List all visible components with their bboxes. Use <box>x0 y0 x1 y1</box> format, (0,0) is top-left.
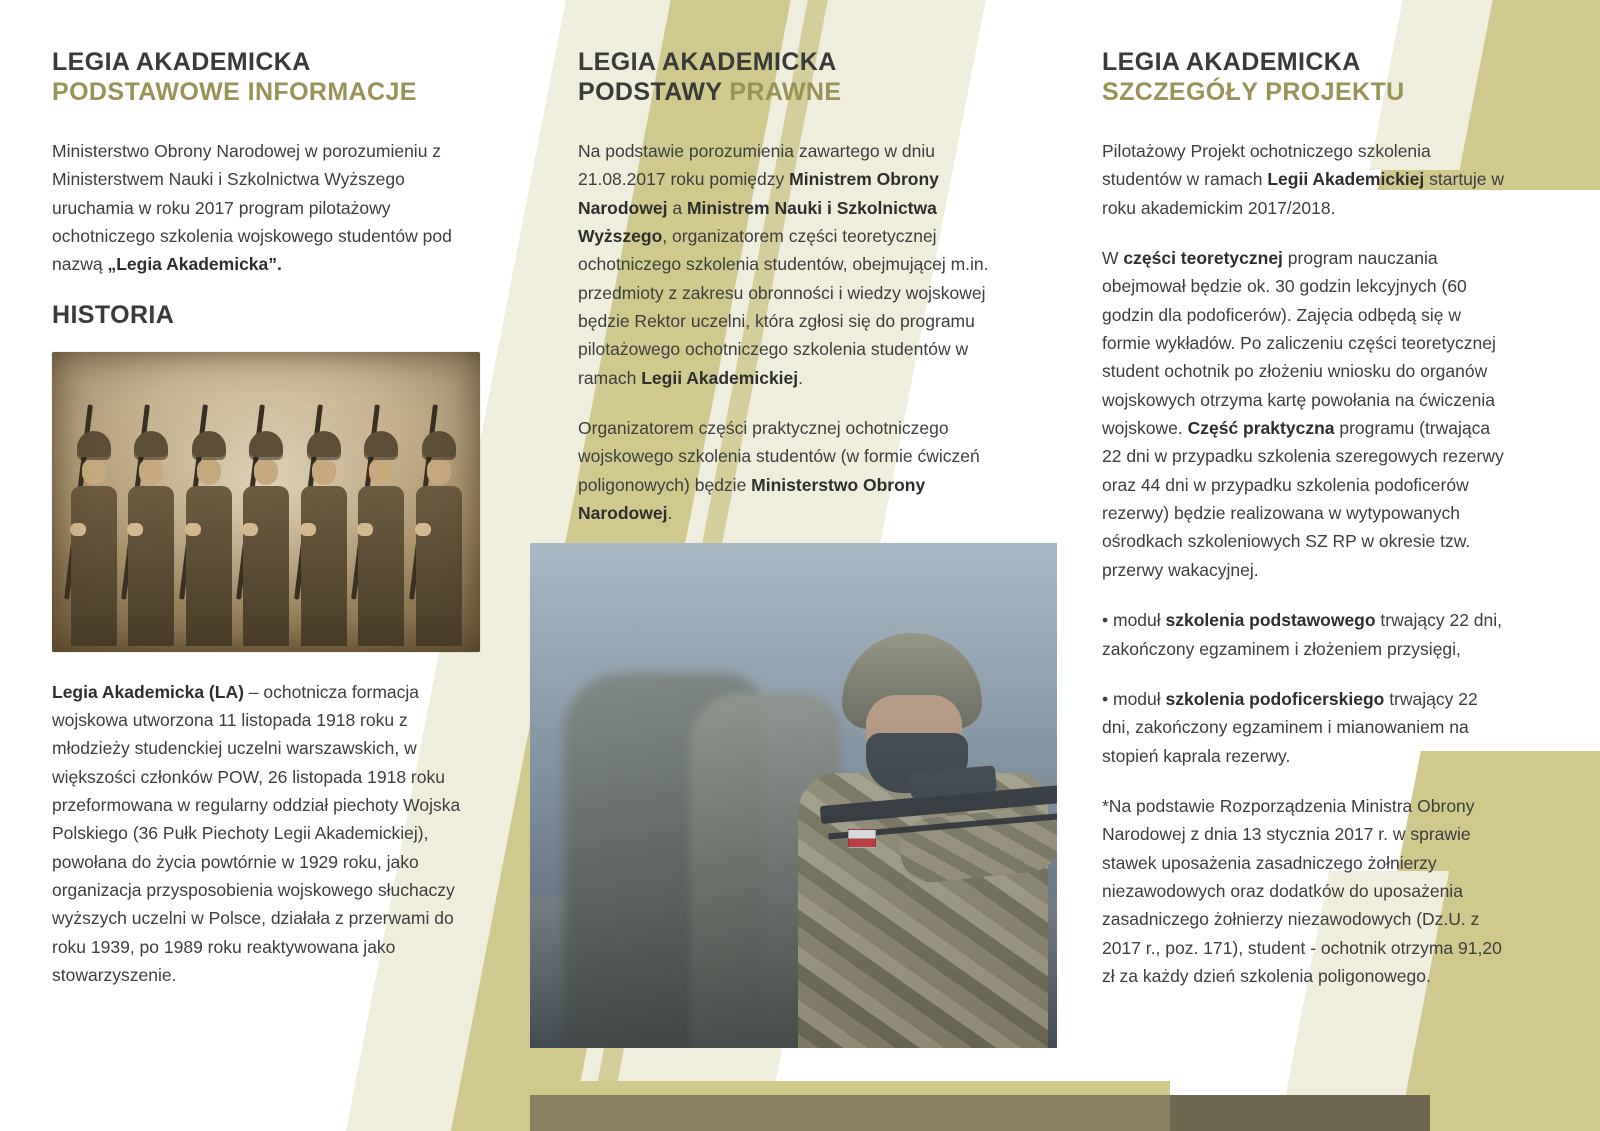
column2-kicker: LEGIA AKADEMICKA <box>578 48 837 76</box>
column-project-details <box>1102 48 1508 990</box>
column1-kicker: LEGIA AKADEMICKA <box>52 48 311 76</box>
column2-subtitle-dark: PODSTAWY <box>578 77 722 106</box>
column2-subtitle-accent: PRAWNE <box>729 77 842 106</box>
column1-subtitle: PODSTAWOWE INFORMACJE <box>52 77 417 106</box>
legal-paragraph-2: Organizatorem części praktycznej ochotniczego wojskowego szkolenia studentów (w formie ćwiczeń poligonowych) będzie Ministerstwo Obrony Narodowej. <box>578 418 980 524</box>
modern-soldiers-photo <box>530 543 1057 1048</box>
history-heading: HISTORIA <box>52 300 175 329</box>
column-basic-information <box>52 48 482 990</box>
details-paragraph-1: Pilotażowy Projekt ochotniczego szkolenia studentów w ramach Legii Akademickiej startuje w roku akademickim 2017/2018. <box>1102 141 1505 218</box>
history-paragraph: Legia Akademicka (LA) – ochotnicza formacja wojskowa utworzona 11 listopada 1918 roku z młodzieży studenckiej uczelni warszawskich, w większości członków POW, 26 listopada 1918 roku przeformowana w regularny oddział piechoty Wojska Polskiego (36 Pułk Piechoty Legii Akademickiej), powołana do życia powtórnie w 1929 roku, jako organizacja przysposobienia wojskowego słuchaczy wyższych uczelni w Polsce, działała z przerwami do roku 1939, po 1989 roku reaktywowana jako stowarzyszenie. <box>52 681 461 986</box>
footnote-regulation: *Na podstawie Rozporządzenia Ministra Obrony Narodowej z dnia 13 stycznia 2017 r. w sprawie stawek uposażenia zasadniczego żołnierzy niezawodowych oraz dodatków do uposażenia zasadniczego żołnierzy niezawodowych (Dz.U. z 2017 r., poz. 171), student - ochotnik otrzyma 91,20 zł za każdy dzień szkolenia poligonowego. <box>1102 795 1502 986</box>
column-legal-basis <box>578 48 1010 527</box>
details-paragraph-2: W części teoretycznej program nauczania obejmował będzie ok. 30 godzin lekcyjnych (60 godzin dla podoficerów). Zajęcia odbędą się w formie wykładów. Po zaliczeniu części teoretycznej student ochotnik po złożeniu wniosku do organów wojskowych otrzyma kartę powołania na ćwiczenia wojskowe. Część praktyczna programu (trwająca 22 dni w przypadku szkolenia szeregowych rezerwy oraz 44 dni w przypadku szkolenia podoficerów rezerwy) będzie realizowana w wytypowanych ośrodkach szkoleniowych SZ RP w okresie tzw. przerwy wakacyjnej. <box>1102 248 1504 580</box>
bullet-nco-training: • moduł szkolenia podoficerskiego trwający 22 dni, zakończony egzaminem i mianowaniem na stopień kaprala rezerwy. <box>1102 688 1478 766</box>
column1-intro-paragraph: Ministerstwo Obrony Narodowej w porozumieniu z Ministerstwem Nauki i Szkolnictwa Wyższego uruchamia w roku 2017 program pilotażowy ochotniczego szkolenia wojskowego studentów pod nazwą „Legia Akademicka”. <box>52 141 452 275</box>
column3-subtitle: SZCZEGÓŁY PROJEKTU <box>1102 77 1405 106</box>
legal-paragraph-1: Na podstawie porozumienia zawartego w dniu 21.08.2017 roku pomiędzy Ministrem Obrony Narodowej a Ministrem Nauki i Szkolnictwa Wyższego, organizatorem części teoretycznej ochotniczego szkolenia studentów, obejmującej m.in. przedmioty z zakresu obronności i wiedzy wojskowej będzie Rektor uczelni, która zgłosi się do programu pilotażowego ochotniczego szkolenia studentów w ramach Legii Akademickiej. <box>578 141 989 388</box>
column2-subtitle <box>578 78 1010 108</box>
bullet-basic-training: • moduł szkolenia podstawowego trwający 22 dni, zakończony egzaminem i złożeniem przysięgi, <box>1102 610 1503 659</box>
column3-kicker: LEGIA AKADEMICKA <box>1102 48 1361 76</box>
historical-soldiers-photo <box>52 352 480 652</box>
